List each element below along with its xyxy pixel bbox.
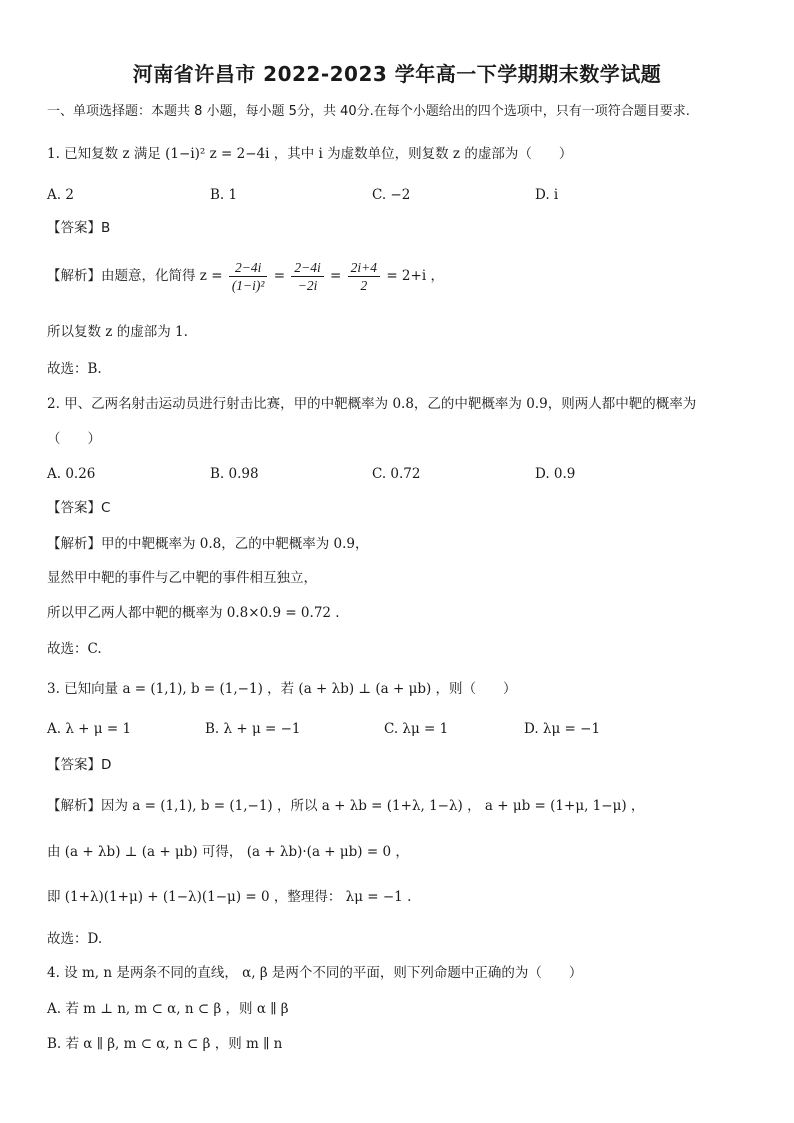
- q1-frac1-numerator: 2−4i: [229, 259, 268, 277]
- q3-analysis-2: 由 (a + λb) ⊥ (a + μb) 可得， (a + λb)·(a + μb) = 0 ，: [47, 844, 409, 860]
- q1-choose: 故选：B.: [47, 361, 102, 377]
- q3-analysis-3: 即 (1+λ)(1+μ) + (1−λ)(1−μ) = 0 ，整理得： λμ = −1 .: [47, 889, 412, 905]
- q1-option-b: B. 1: [210, 187, 238, 203]
- q4-option-b: B. 若 α ∥ β, m ⊂ α, n ⊂ β ，则 m ∥ n: [47, 1036, 283, 1052]
- q1-stem: 1. 已知复数 z 满足 (1−i)² z = 2−4i ，其中 i 为虚数单位，则复数 z 的虚部为（ ）: [47, 146, 573, 162]
- q3-option-b: B. λ + μ = −1: [205, 721, 301, 737]
- q1-frac1-denominator: (1−i)²: [231, 278, 265, 293]
- q1-frac2-denominator: −2i: [297, 278, 318, 293]
- q3-option-c: C. λμ = 1: [384, 721, 449, 737]
- q3-option-a: A. λ + μ = 1: [47, 721, 132, 737]
- q2-stem-line2: （ ）: [47, 431, 101, 447]
- q2-option-b: B. 0.98: [210, 466, 259, 482]
- section-header: 一、单项选择题：本题共 8 小题，每小题 5分，共 40分.在每个小题给出的四个选项中，只有一项符合题目要求.: [47, 104, 690, 119]
- q2-choose: 故选：C.: [47, 641, 102, 657]
- q2-option-a: A. 0.26: [47, 466, 96, 482]
- q1-analysis-line2: 所以复数 z 的虚部为 1.: [47, 324, 188, 340]
- q1-option-c: C. −2: [372, 187, 411, 203]
- q3-stem: 3. 已知向量 a = (1,1), b = (1,−1) ，若 (a + λb) ⊥ (a + μb) ，则（ ）: [47, 681, 517, 697]
- q1-option-d: D. i: [535, 187, 559, 203]
- q3-analysis-1: 【解析】因为 a = (1,1), b = (1,−1) ，所以 a + λb = (1+λ, 1−λ) ， a + μb = (1+μ, 1−μ) ，: [47, 798, 645, 814]
- q1-analysis: [47, 256, 757, 298]
- q2-option-d: D. 0.9: [535, 466, 576, 482]
- q1-fraction-2: [291, 259, 323, 294]
- q1-option-a: A. 2: [47, 187, 74, 203]
- q1-fraction-1: [229, 259, 268, 294]
- q2-analysis-1: 【解析】甲的中靶概率为 0.8，乙的中靶概率为 0.9，: [47, 536, 369, 552]
- q1-equals-1: =: [273, 268, 286, 284]
- q1-analysis-prefix: 【解析】由题意，化简得 z =: [47, 268, 223, 284]
- q2-analysis-3: 所以甲乙两人都中靶的概率为 0.8×0.9 = 0.72 .: [47, 605, 340, 621]
- q3-choose: 故选：D.: [47, 931, 103, 947]
- q1-frac3-denominator: 2: [360, 278, 368, 293]
- q1-frac2-numerator: 2−4i: [291, 259, 323, 277]
- q1-fraction-3: [348, 259, 380, 294]
- q3-option-d: D. λμ = −1: [524, 721, 601, 737]
- q2-option-c: C. 0.72: [372, 466, 421, 482]
- q1-frac3-numerator: 2i+4: [348, 259, 380, 277]
- page-title: 河南省许昌市 2022-2023 学年高一下学期期末数学试题: [132, 62, 662, 86]
- q2-analysis-2: 显然甲中靶的事件与乙中靶的事件相互独立，: [47, 570, 317, 586]
- q2-answer: 【答案】C: [47, 500, 111, 516]
- q4-stem: 4. 设 m, n 是两条不同的直线， α, β 是两个不同的平面，则下列命题中正确的为（ ）: [47, 965, 583, 981]
- q1-equals-2: =: [330, 268, 342, 284]
- q1-analysis-tail: = 2+i ，: [386, 268, 444, 284]
- q3-answer: 【答案】D: [47, 757, 112, 773]
- q4-option-a: A. 若 m ⊥ n, m ⊂ α, n ⊂ β ，则 α ∥ β: [47, 1001, 289, 1017]
- q1-answer: 【答案】B: [47, 220, 111, 236]
- q2-stem: 2. 甲、乙两名射击运动员进行射击比赛，甲的中靶概率为 0.8，乙的中靶概率为 0.9，则两人都中靶的概率为: [47, 396, 697, 412]
